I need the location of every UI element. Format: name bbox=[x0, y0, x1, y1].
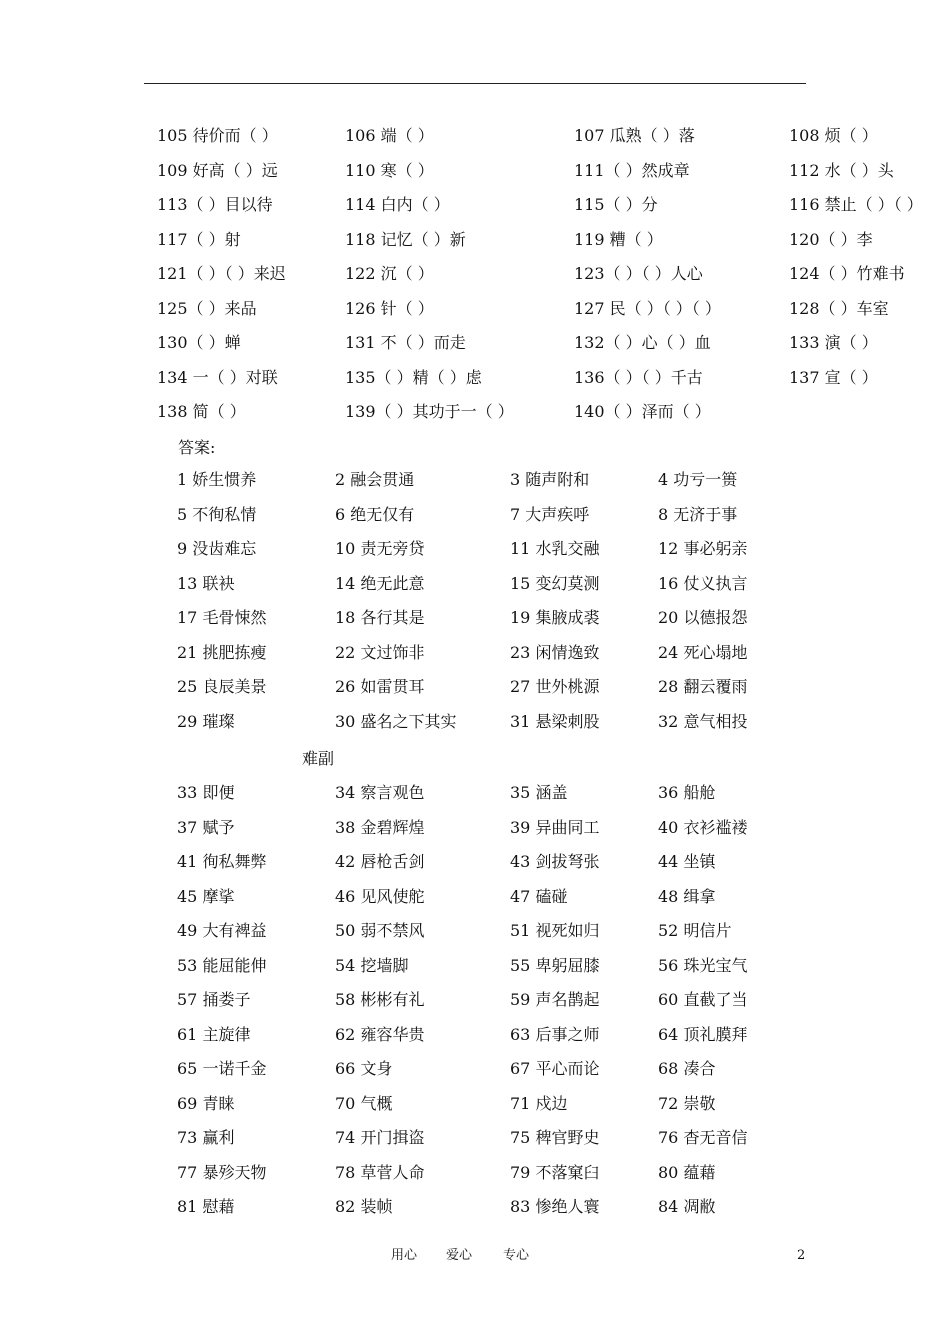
answer-row-cell: 39 异曲同工 bbox=[510, 817, 600, 837]
question-row-cell: 112 水（ ）头 bbox=[789, 160, 894, 180]
question-row-cell: 111（ ）然成章 bbox=[574, 160, 690, 180]
question-row-cell: 130（ ）蝉 bbox=[157, 333, 241, 352]
answer-row-cell: 16 仗义执言 bbox=[658, 573, 748, 593]
answer-row-cell: 84 凋敝 bbox=[658, 1197, 716, 1216]
footer-motto-3: 专心 bbox=[503, 1248, 530, 1263]
question-row-cell: 119 糟（ ） bbox=[574, 229, 663, 249]
answer-row bbox=[0, 469, 950, 495]
answer-row-cell: 50 弱不禁风 bbox=[335, 921, 425, 940]
answer-row-cell: 28 翻云覆雨 bbox=[658, 677, 748, 696]
question-row bbox=[0, 229, 950, 255]
question-row-cell: 137 宣（ ） bbox=[789, 367, 878, 387]
question-row-cell: 122 沉（ ） bbox=[345, 264, 434, 283]
answer-row-cell: 20 以德报怨 bbox=[658, 608, 748, 627]
answer-row bbox=[0, 607, 950, 633]
question-row bbox=[0, 401, 950, 427]
answer-row-cell: 48 缉拿 bbox=[658, 886, 716, 906]
answer-row-cell: 7 大声疾呼 bbox=[510, 504, 590, 524]
question-row-cell: 128（ ）车室 bbox=[789, 298, 889, 318]
question-row-cell: 120（ ）李 bbox=[789, 229, 873, 249]
answer-row bbox=[0, 817, 950, 843]
question-row-cell: 123（ ）（ ）人心 bbox=[574, 264, 703, 283]
answer-row-cell: 4 功亏一篑 bbox=[658, 470, 738, 489]
question-row bbox=[0, 298, 950, 324]
answer-row-cell: 8 无济于事 bbox=[658, 504, 738, 524]
answer-row-cell: 36 船舱 bbox=[658, 783, 716, 802]
answer-row-cell: 43 剑拔弩张 bbox=[510, 852, 600, 871]
answer-continuation: 难副 bbox=[302, 749, 335, 768]
question-row-cell: 134 一（ ）对联 bbox=[157, 367, 278, 387]
question-row bbox=[0, 125, 950, 151]
answer-row-cell: 45 摩挲 bbox=[177, 886, 235, 906]
question-row bbox=[0, 160, 950, 186]
answer-row-cell: 55 卑躬屈膝 bbox=[510, 955, 600, 975]
answer-row-cell: 26 如雷贯耳 bbox=[335, 677, 425, 696]
answer-row-cell: 56 珠光宝气 bbox=[658, 955, 748, 975]
answer-row-cell: 37 赋予 bbox=[177, 817, 235, 837]
question-row-cell: 126 针（ ） bbox=[345, 298, 434, 318]
answer-row-cell: 31 悬梁刺股 bbox=[510, 711, 600, 731]
answer-row-cell: 15 变幻莫测 bbox=[510, 573, 600, 593]
answer-row-cell: 75 稗官野史 bbox=[510, 1128, 600, 1147]
answer-row-cell: 64 顶礼膜拜 bbox=[658, 1024, 748, 1044]
answer-row-cell: 17 毛骨悚然 bbox=[177, 608, 267, 627]
answer-row-cell: 59 声名鹊起 bbox=[510, 990, 600, 1009]
question-row-cell: 114 白内（ ） bbox=[345, 195, 450, 214]
answer-row-cell: 61 主旋律 bbox=[177, 1024, 251, 1044]
answer-row-cell: 21 挑肥拣瘦 bbox=[177, 642, 267, 662]
answer-row bbox=[0, 851, 950, 877]
answer-row-cell: 32 意气相投 bbox=[658, 711, 748, 731]
answer-row-cell: 10 责无旁贷 bbox=[335, 539, 425, 558]
answer-row-cell: 6 绝无仅有 bbox=[335, 504, 415, 524]
answer-row bbox=[0, 504, 950, 530]
answer-row-cell: 27 世外桃源 bbox=[510, 677, 600, 696]
question-row bbox=[0, 263, 950, 289]
answer-row bbox=[0, 642, 950, 668]
question-row-cell: 127 民（ ）（ ）（ ） bbox=[574, 298, 721, 318]
answer-row bbox=[0, 1024, 950, 1050]
answer-row-cell: 70 气概 bbox=[335, 1093, 393, 1113]
answer-row bbox=[0, 955, 950, 981]
question-row-cell: 131 不（ ）而走 bbox=[345, 333, 466, 352]
answer-row-cell: 13 联袂 bbox=[177, 573, 235, 593]
answer-row-cell: 83 惨绝人寰 bbox=[510, 1197, 600, 1216]
answer-row-cell: 77 暴殄天物 bbox=[177, 1162, 267, 1182]
answer-row-cell: 82 装帧 bbox=[335, 1197, 393, 1216]
answer-row bbox=[0, 1093, 950, 1119]
answer-row-cell: 53 能屈能伸 bbox=[177, 955, 267, 975]
answer-row-cell: 52 明信片 bbox=[658, 921, 732, 940]
answer-row-cell: 33 即便 bbox=[177, 783, 235, 802]
answer-row-cell: 14 绝无此意 bbox=[335, 573, 425, 593]
answer-row-cell: 51 视死如归 bbox=[510, 921, 600, 940]
answer-row-cell: 2 融会贯通 bbox=[335, 470, 415, 489]
answer-row-cell: 63 后事之师 bbox=[510, 1024, 600, 1044]
answer-row-cell: 65 一诺千金 bbox=[177, 1059, 267, 1078]
question-row bbox=[0, 332, 950, 358]
question-row-cell: 105 待价而（ ） bbox=[157, 126, 278, 145]
answer-row-cell: 62 雍容华贵 bbox=[335, 1024, 425, 1044]
footer-motto-2: 爱心 bbox=[446, 1248, 473, 1263]
answer-row bbox=[0, 989, 950, 1015]
answer-row-cell: 60 直截了当 bbox=[658, 990, 748, 1009]
footer-motto-1: 用心 bbox=[391, 1248, 418, 1263]
question-row-cell: 136（ ）（ ）千古 bbox=[574, 367, 703, 387]
answer-row-cell: 30 盛名之下其实 bbox=[335, 711, 457, 731]
answer-row-cell: 34 察言观色 bbox=[335, 783, 425, 802]
question-row-cell: 132（ ）心（ ）血 bbox=[574, 333, 711, 352]
answer-row-cell: 3 随声附和 bbox=[510, 470, 590, 489]
answer-row-cell: 9 没齿难忘 bbox=[177, 539, 257, 558]
question-row-cell: 118 记忆（ ）新 bbox=[345, 229, 466, 249]
answer-row-cell: 40 衣衫褴褛 bbox=[658, 817, 748, 837]
question-row-cell: 139（ ）其功于一（ ） bbox=[345, 402, 514, 421]
question-row-cell: 140（ ）泽而（ ） bbox=[574, 402, 711, 421]
question-row-cell: 117（ ）射 bbox=[157, 229, 241, 249]
answer-row-cell: 81 慰藉 bbox=[177, 1197, 235, 1216]
answer-row-cell: 44 坐镇 bbox=[658, 852, 716, 871]
question-row-cell: 116 禁止（ ）（ ） bbox=[789, 195, 923, 214]
answer-row-cell: 11 水乳交融 bbox=[510, 539, 600, 558]
question-row-cell: 124（ ）竹难书 bbox=[789, 264, 905, 283]
answer-row-cell: 80 蕴藉 bbox=[658, 1162, 716, 1182]
answer-row bbox=[0, 1127, 950, 1153]
answer-row-cell: 25 良辰美景 bbox=[177, 677, 267, 696]
question-row-cell: 138 简（ ） bbox=[157, 402, 246, 421]
question-row bbox=[0, 194, 950, 220]
answer-row-cell: 68 凑合 bbox=[658, 1059, 716, 1078]
answer-row-cell: 22 文过饰非 bbox=[335, 642, 425, 662]
answer-row-cell: 67 平心而论 bbox=[510, 1059, 600, 1078]
answer-row-cell: 19 集腋成裘 bbox=[510, 608, 600, 627]
answer-row bbox=[0, 920, 950, 946]
answer-row-cell: 24 死心塌地 bbox=[658, 642, 748, 662]
answer-row-cell: 47 磕碰 bbox=[510, 886, 568, 906]
question-row-cell: 108 烦（ ） bbox=[789, 126, 878, 145]
answer-row bbox=[0, 886, 950, 912]
answer-row-cell: 76 杳无音信 bbox=[658, 1128, 748, 1147]
question-row-cell: 115（ ）分 bbox=[574, 195, 658, 214]
answer-row-cell: 5 不徇私情 bbox=[177, 504, 257, 524]
answer-row-cell: 49 大有裨益 bbox=[177, 921, 267, 940]
answer-row-cell: 66 文身 bbox=[335, 1059, 393, 1078]
answer-row-cell: 74 开门揖盗 bbox=[335, 1128, 425, 1147]
answer-row-cell: 69 青睐 bbox=[177, 1093, 235, 1113]
answer-row bbox=[0, 711, 950, 737]
question-row-cell: 121（ ）（ ）来迟 bbox=[157, 264, 286, 283]
answer-row-cell: 54 挖墙脚 bbox=[335, 955, 409, 975]
page-number: 2 bbox=[797, 1248, 806, 1263]
question-row-cell: 113（ ）目以待 bbox=[157, 195, 273, 214]
answer-row-cell: 35 涵盖 bbox=[510, 783, 568, 802]
answers-heading: 答案: bbox=[178, 438, 216, 457]
answer-row-cell: 58 彬彬有礼 bbox=[335, 990, 425, 1009]
answer-row bbox=[0, 676, 950, 702]
answer-row-cell: 23 闲情逸致 bbox=[510, 642, 600, 662]
answer-row bbox=[0, 1058, 950, 1084]
answer-row-cell: 12 事必躬亲 bbox=[658, 539, 748, 558]
answer-row bbox=[0, 538, 950, 564]
answer-row bbox=[0, 1196, 950, 1222]
question-row-cell: 135（ ）精（ ）虑 bbox=[345, 367, 482, 387]
answer-row-cell: 73 赢利 bbox=[177, 1128, 235, 1147]
answer-row-cell: 46 见风使舵 bbox=[335, 886, 425, 906]
question-row bbox=[0, 367, 950, 393]
answer-row bbox=[0, 1162, 950, 1188]
answer-row-cell: 29 璀璨 bbox=[177, 711, 235, 731]
answer-row-cell: 71 戍边 bbox=[510, 1093, 568, 1113]
answer-row-cell: 18 各行其是 bbox=[335, 608, 425, 627]
answer-row bbox=[0, 573, 950, 599]
question-row-cell: 106 端（ ） bbox=[345, 126, 434, 145]
header-rule bbox=[144, 83, 806, 84]
answer-row-cell: 57 捅娄子 bbox=[177, 990, 251, 1009]
question-row-cell: 125（ ）来品 bbox=[157, 298, 257, 318]
question-row-cell: 110 寒（ ） bbox=[345, 160, 434, 180]
question-row-cell: 107 瓜熟（ ）落 bbox=[574, 126, 695, 145]
answer-row-cell: 79 不落窠臼 bbox=[510, 1162, 600, 1182]
answer-row-cell: 72 崇敬 bbox=[658, 1093, 716, 1113]
question-row-cell: 133 演（ ） bbox=[789, 333, 878, 352]
answer-row-cell: 41 徇私舞弊 bbox=[177, 852, 267, 871]
answer-row-cell: 38 金碧辉煌 bbox=[335, 817, 425, 837]
answer-row-cell: 42 唇枪舌剑 bbox=[335, 852, 425, 871]
answer-row-cell: 78 草菅人命 bbox=[335, 1162, 425, 1182]
answer-row-cell: 1 娇生惯养 bbox=[177, 470, 257, 489]
answer-row bbox=[0, 782, 950, 808]
question-row-cell: 109 好高（ ）远 bbox=[157, 160, 278, 180]
